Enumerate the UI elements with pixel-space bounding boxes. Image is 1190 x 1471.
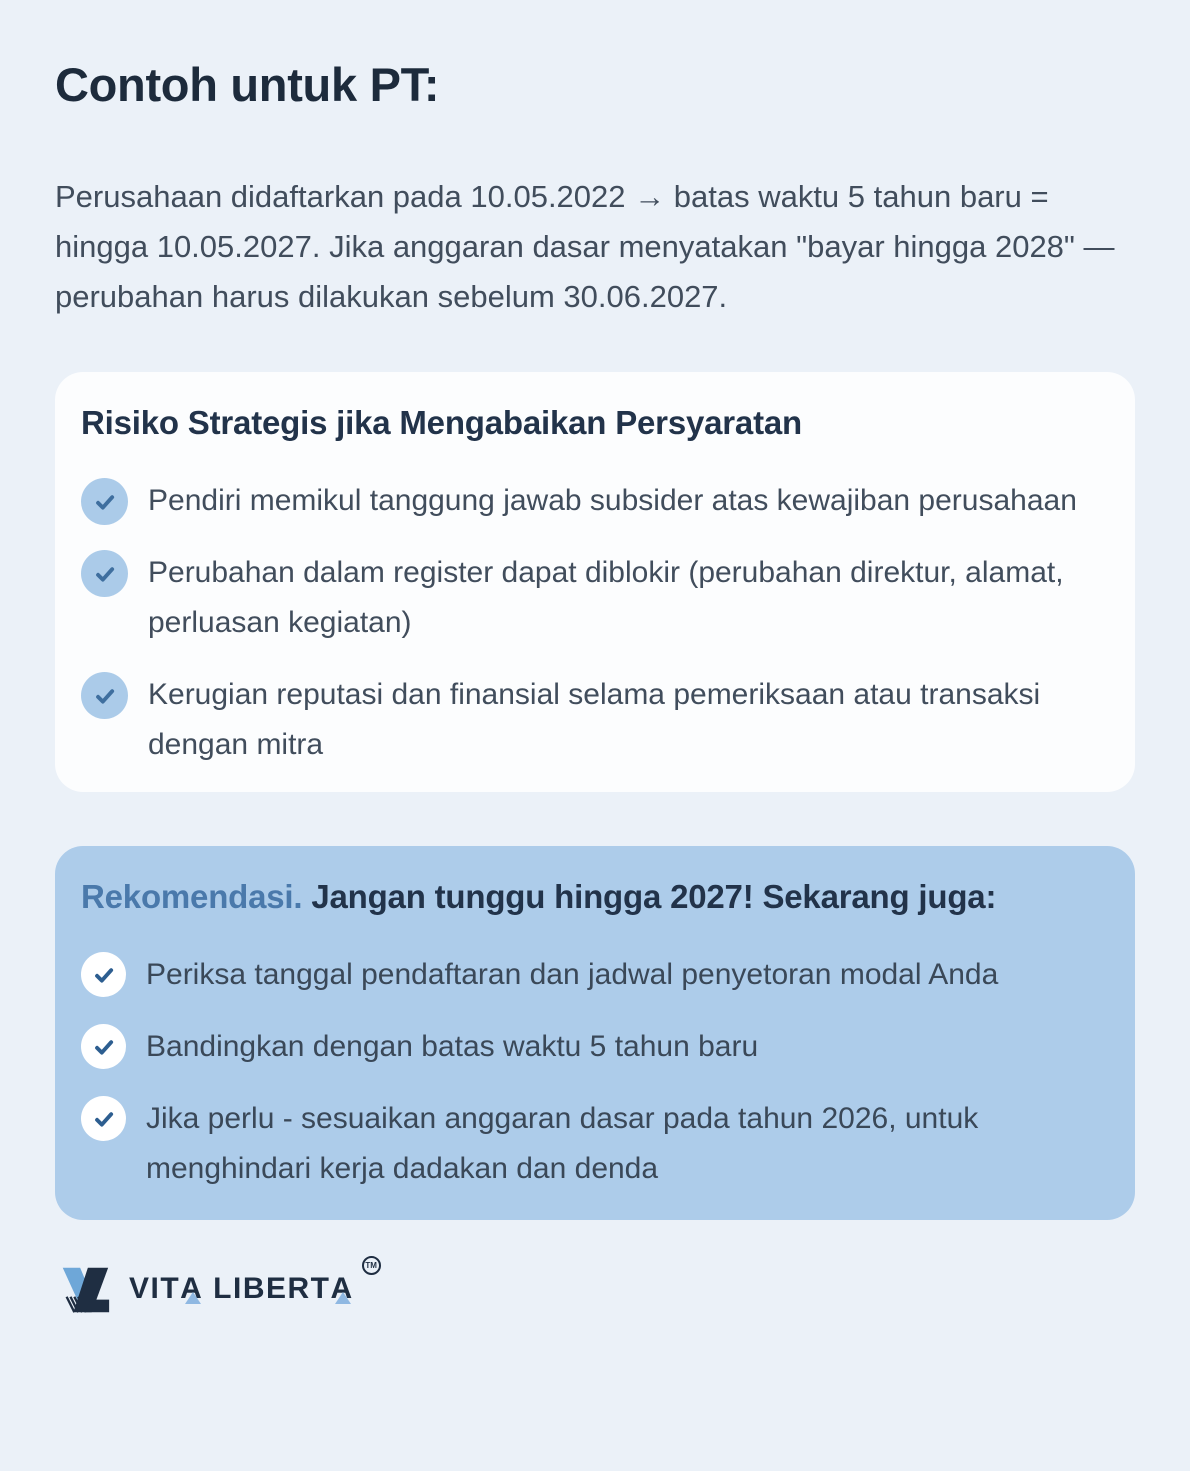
- list-item: [81, 950, 1099, 1000]
- list-item: [81, 1022, 1099, 1072]
- vita-liberta-logo-icon: [55, 1260, 113, 1318]
- brand-name-segment: LIBERT: [203, 1272, 331, 1305]
- checkmark-icon: [81, 478, 128, 525]
- risk-card-title: Risiko Strategis jika Mengabaikan Persyaratan: [81, 404, 802, 441]
- recommendation-card-title: [81, 876, 1099, 918]
- list-item: [81, 1094, 1099, 1194]
- checkmark-icon: [81, 1024, 126, 1069]
- list-item-text: Jika perlu - sesuaikan anggaran dasar pada tahun 2026, untuk menghindari kerja dadakan dan denda: [146, 1102, 979, 1185]
- list-item: [81, 670, 1099, 770]
- list-item-text: Perubahan dalam register dapat diblokir (perubahan direktur, alamat, perluasan kegiatan): [148, 556, 1064, 639]
- recommendation-title-text: Jangan tunggu hingga 2027! Sekarang juga:: [311, 878, 997, 915]
- risk-card: [55, 372, 1135, 792]
- checkmark-icon: [81, 550, 128, 597]
- checkmark-icon: [81, 672, 128, 719]
- brand-name-segment: A: [330, 1272, 354, 1305]
- recommendation-label: Rekomendasi.: [81, 878, 303, 915]
- list-item-text: Periksa tanggal pendaftaran dan jadwal penyetoran modal Anda: [146, 958, 999, 991]
- list-item-text: Kerugian reputasi dan finansial selama pemeriksaan atau transaksi dengan mitra: [148, 678, 1041, 761]
- risk-card-list: [81, 476, 1099, 770]
- list-item: [81, 476, 1099, 526]
- list-item-text: Pendiri memikul tanggung jawab subsider atas kewajiban perusahaan: [148, 484, 1077, 517]
- recommendation-card: [55, 846, 1135, 1220]
- brand-name-segment: VIT: [129, 1272, 181, 1305]
- infographic-page: [0, 58, 1190, 1318]
- brand-name-segment: A: [180, 1272, 204, 1305]
- footer-brand: [55, 1260, 1135, 1318]
- list-item: [81, 548, 1099, 648]
- page-title: Contoh untuk PT:: [55, 58, 440, 111]
- checkmark-icon: [81, 952, 126, 997]
- checkmark-icon: [81, 1096, 126, 1141]
- intro-paragraph: Perusahaan didaftarkan pada 10.05.2022 → batas waktu 5 tahun baru = hingga 10.05.2027. Jika anggaran dasar menyatakan "bayar hingga 2028" — perubahan harus dilakukan sebelum 30.06.2027.: [55, 179, 1115, 314]
- brand-name: [129, 1272, 354, 1306]
- recommendation-card-list: [81, 950, 1099, 1194]
- trademark-badge: TM: [362, 1256, 381, 1275]
- list-item-text: Bandingkan dengan batas waktu 5 tahun baru: [146, 1030, 759, 1063]
